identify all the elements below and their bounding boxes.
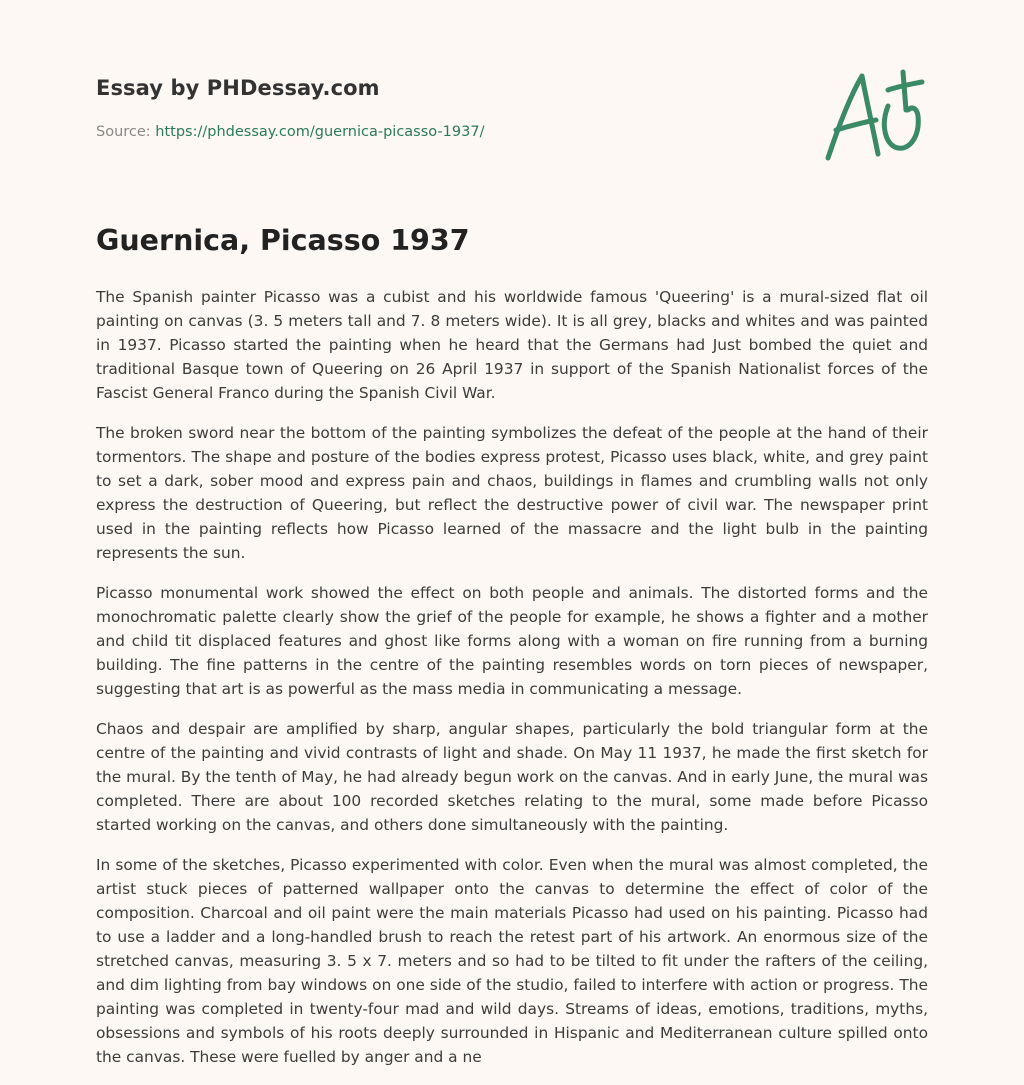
essay-paragraph: The broken sword near the bottom of the painting symbolizes the defeat of the people at the hand of their tormentors. The shape and posture of the bodies express protest, Picasso uses black, white, and grey paint to set a dark, sober mood and express pain and chaos, buildings in flames and crumbling walls not only express the destruction of Queering, but reflect the destructive power of civil war. The newspaper print used in the painting reflects how Picasso learned of the massacre and the light bulb in the painting represents the sun. xyxy=(96,424,928,562)
essay-paragraph: Chaos and despair are amplified by sharp, angular shapes, particularly the bold triangular form at the centre of the painting and vivid contrasts of light and shade. On May 11 1937, he made the first sketch for the mural. By the tenth of May, he had already begun work on the canvas. And in early June, the mural was completed. There are about 100 recorded sketches relating to the mural, some made before Picasso started working on the canvas, and others done simultaneously with the painting. xyxy=(96,720,928,834)
essay-body xyxy=(96,285,928,1085)
source-label: Source: xyxy=(96,124,151,140)
source-link[interactable]: https://phdessay.com/guernica-picasso-1937/ xyxy=(155,124,485,140)
essay-paragraph: In some of the sketches, Picasso experimented with color. Even when the mural was almost completed, the artist stuck pieces of patterned wallpaper onto the canvas to determine the effect of color of the composition. Charcoal and oil paint were the main materials Picasso had used on his painting. Picasso had to use a ladder and a long-handled brush to reach the retest part of his artwork. An enormous size of the stretched canvas, measuring 3. 5 x 7. meters and so had to be tilted to fit under the rafters of the ceiling, and dim lighting from bay windows on one side of the studio, failed to interfere with action or progress. The painting was completed in twenty-four mad and wild days. Streams of ideas, emotions, traditions, myths, obsessions and symbols of his roots deeply surrounded in Hispanic and Mediterranean culture spilled onto the canvas. These were fuelled by anger and a ne xyxy=(96,856,928,1066)
essay-title: Guernica, Picasso 1937 xyxy=(96,224,470,257)
essay-paragraph: The Spanish painter Picasso was a cubist and his worldwide famous 'Queering' is a mural-sized flat oil painting on canvas (3. 5 meters tall and 7. 8 meters wide). It is all grey, blacks and whites and was painted in 1937. Picasso started the painting when he heard that the Germans had Just bombed the quiet and traditional Basque town of Queering on 26 April 1937 in support of the Spanish Nationalist forces of the Fascist General Franco during the Spanish Civil War. xyxy=(96,288,928,402)
a-plus-logo-icon xyxy=(818,66,930,166)
essay-paragraph: Picasso monumental work showed the effect on both people and animals. The distorted forms and the monochromatic palette clearly show the grief of the people for example, he shows a fighter and a mother and child tit displaced features and ghost like forms along with a woman on fire running from a burning building. The fine patterns in the centre of the painting resembles words on torn pieces of newspaper, suggesting that art is as powerful as the mass media in communicating a message. xyxy=(96,584,928,698)
source-line xyxy=(96,124,484,140)
site-brand: Essay by PHDessay.com xyxy=(96,76,380,100)
